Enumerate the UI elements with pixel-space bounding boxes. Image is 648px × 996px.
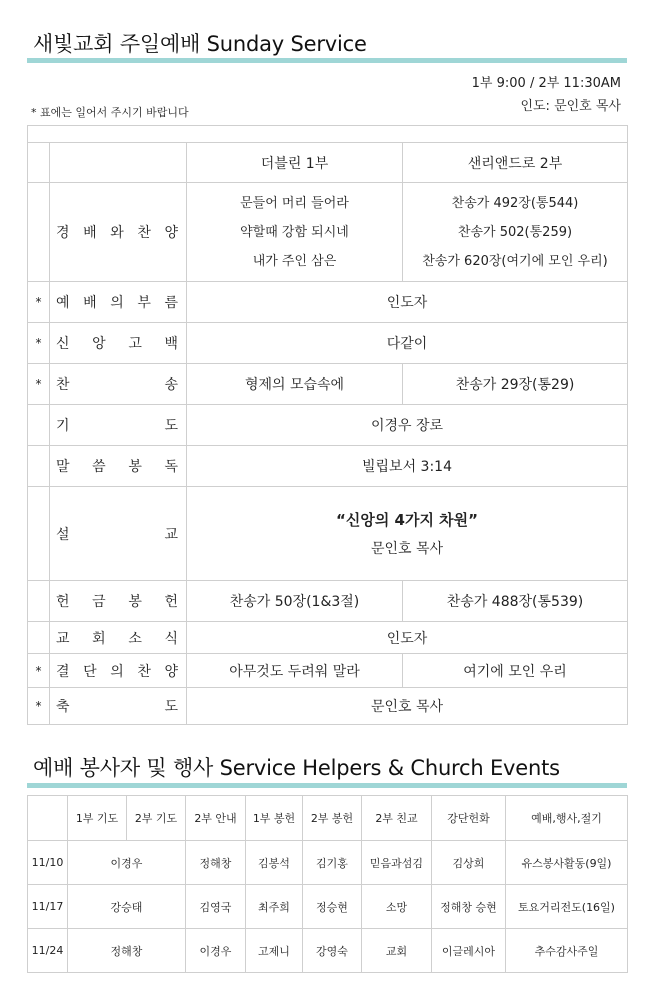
label-prayer: 기 도 <box>56 418 180 434</box>
stand-marker: * <box>28 654 50 688</box>
offering1-cell: 고제니 <box>246 929 303 973</box>
offering2-cell: 강영숙 <box>303 929 362 973</box>
helpers-header-row <box>28 796 628 841</box>
fellowship-cell: 교회 <box>362 929 432 973</box>
label-offering: 헌 금 봉 헌 <box>56 594 180 610</box>
prayer-value: 이경우 장로 <box>187 405 628 446</box>
row-call <box>28 282 628 323</box>
hymn-2: 찬송가 29장(통29) <box>403 364 628 405</box>
offering1-cell: 김봉석 <box>246 841 303 885</box>
offering-2: 찬송가 488장(통539) <box>403 581 628 622</box>
helpers-table <box>27 795 628 973</box>
event-cell: 추수감사주일 <box>506 929 628 973</box>
fellowship-cell: 소망 <box>362 885 432 929</box>
usher-cell: 정해창 <box>186 841 246 885</box>
helpers-divider <box>27 783 627 788</box>
title-divider <box>27 58 627 63</box>
sermon-title: “신앙의 4가지 차원” <box>335 511 479 529</box>
row-worship <box>28 183 628 282</box>
label-call: 예 배 의 부 름 <box>56 295 180 311</box>
helpers-title: 예배 봉사자 및 행사 Service Helpers & Church Events <box>33 756 560 780</box>
stand-marker: * <box>28 688 50 725</box>
service-col-2: 샌리앤드로 2부 <box>403 143 628 183</box>
header-cell: 2부 친교 <box>362 796 432 841</box>
flowers-cell: 김상희 <box>432 841 506 885</box>
offering2-cell: 김기홍 <box>303 841 362 885</box>
label-news: 교 회 소 식 <box>56 630 180 647</box>
table-row <box>28 841 628 885</box>
prayer-cell: 이경우 <box>68 841 186 885</box>
worship-song: 내가 주인 삼은 <box>252 253 337 269</box>
standing-note: * 표에는 일어서 주시기 바랍니다 <box>31 106 189 119</box>
stand-marker: * <box>28 364 50 405</box>
label-scripture: 말 씀 봉 독 <box>56 459 180 475</box>
label-worship: 경 배 와 찬 양 <box>56 225 180 241</box>
worship-song: 약할때 강함 되시네 <box>240 224 349 240</box>
news-value: 인도자 <box>187 622 628 654</box>
header-cell: 강단헌화 <box>432 796 506 841</box>
sermon-preacher: 문인호 목사 <box>370 541 444 557</box>
header-cell: 2부 기도 <box>127 796 186 841</box>
order-of-service-table <box>27 125 628 725</box>
row-news <box>28 622 628 654</box>
commitment-1: 아무것도 두려워 말라 <box>187 654 403 688</box>
label-hymn: 찬 송 <box>56 377 180 393</box>
benediction-value: 문인호 목사 <box>187 688 628 725</box>
prayer-cell: 강승태 <box>68 885 186 929</box>
label-commitment: 결 단 의 찬 양 <box>56 663 180 680</box>
flowers-cell: 이글레시아 <box>432 929 506 973</box>
hymn-1: 형제의 모습속에 <box>187 364 403 405</box>
date-cell: 11/10 <box>28 841 68 885</box>
row-hymn <box>28 364 628 405</box>
date-cell: 11/17 <box>28 885 68 929</box>
offering2-cell: 정승현 <box>303 885 362 929</box>
row-scripture <box>28 446 628 487</box>
stand-marker: * <box>28 282 50 323</box>
scripture-value: 빌립보서 3:14 <box>187 446 628 487</box>
label-sermon: 설 교 <box>56 526 180 543</box>
row-creed <box>28 323 628 364</box>
table-row <box>28 929 628 973</box>
header-cell: 2부 봉헌 <box>303 796 362 841</box>
header-cell: 1부 기도 <box>68 796 127 841</box>
row-offering <box>28 581 628 622</box>
stand-marker: * <box>28 323 50 364</box>
worship-hymn: 찬송가 492장(통544) <box>451 195 579 211</box>
service-col-1: 더블린 1부 <box>187 143 403 183</box>
call-value: 인도자 <box>187 282 628 323</box>
header-cell: 1부 봉헌 <box>246 796 303 841</box>
row-commitment <box>28 654 628 688</box>
label-benediction: 축 도 <box>56 699 180 715</box>
worship-hymn: 찬송가 502(통259) <box>457 224 573 240</box>
spacer-row <box>28 126 628 143</box>
header-cell: 2부 안내 <box>186 796 246 841</box>
worship-song: 문들어 머리 들어라 <box>240 195 349 211</box>
fellowship-cell: 믿음과섬김 <box>362 841 432 885</box>
worship-hymn: 찬송가 620장(여기에 모인 우리) <box>422 253 608 269</box>
date-cell: 11/24 <box>28 929 68 973</box>
offering-1: 찬송가 50장(1&3절) <box>187 581 403 622</box>
row-benediction <box>28 688 628 725</box>
row-sermon <box>28 487 628 581</box>
service-times: 1부 9:00 / 2부 11:30AM <box>471 76 621 91</box>
commitment-2: 여기에 모인 우리 <box>403 654 628 688</box>
offering1-cell: 최주희 <box>246 885 303 929</box>
event-cell: 유스봉사활동(9일) <box>506 841 628 885</box>
page-title: 새빛교회 주일예배 Sunday Service <box>33 32 367 56</box>
table-row <box>28 885 628 929</box>
prayer-cell: 정해창 <box>68 929 186 973</box>
service-leader: 인도: 문인호 목사 <box>520 99 621 114</box>
creed-value: 다같이 <box>187 323 628 364</box>
service-header-row <box>28 143 628 183</box>
header-cell: 예배,행사,절기 <box>506 796 628 841</box>
flowers-cell: 정해창 승현 <box>432 885 506 929</box>
label-creed: 신 앙 고 백 <box>56 336 180 352</box>
usher-cell: 김영국 <box>186 885 246 929</box>
event-cell: 토요거리전도(16일) <box>506 885 628 929</box>
usher-cell: 이경우 <box>186 929 246 973</box>
row-prayer <box>28 405 628 446</box>
